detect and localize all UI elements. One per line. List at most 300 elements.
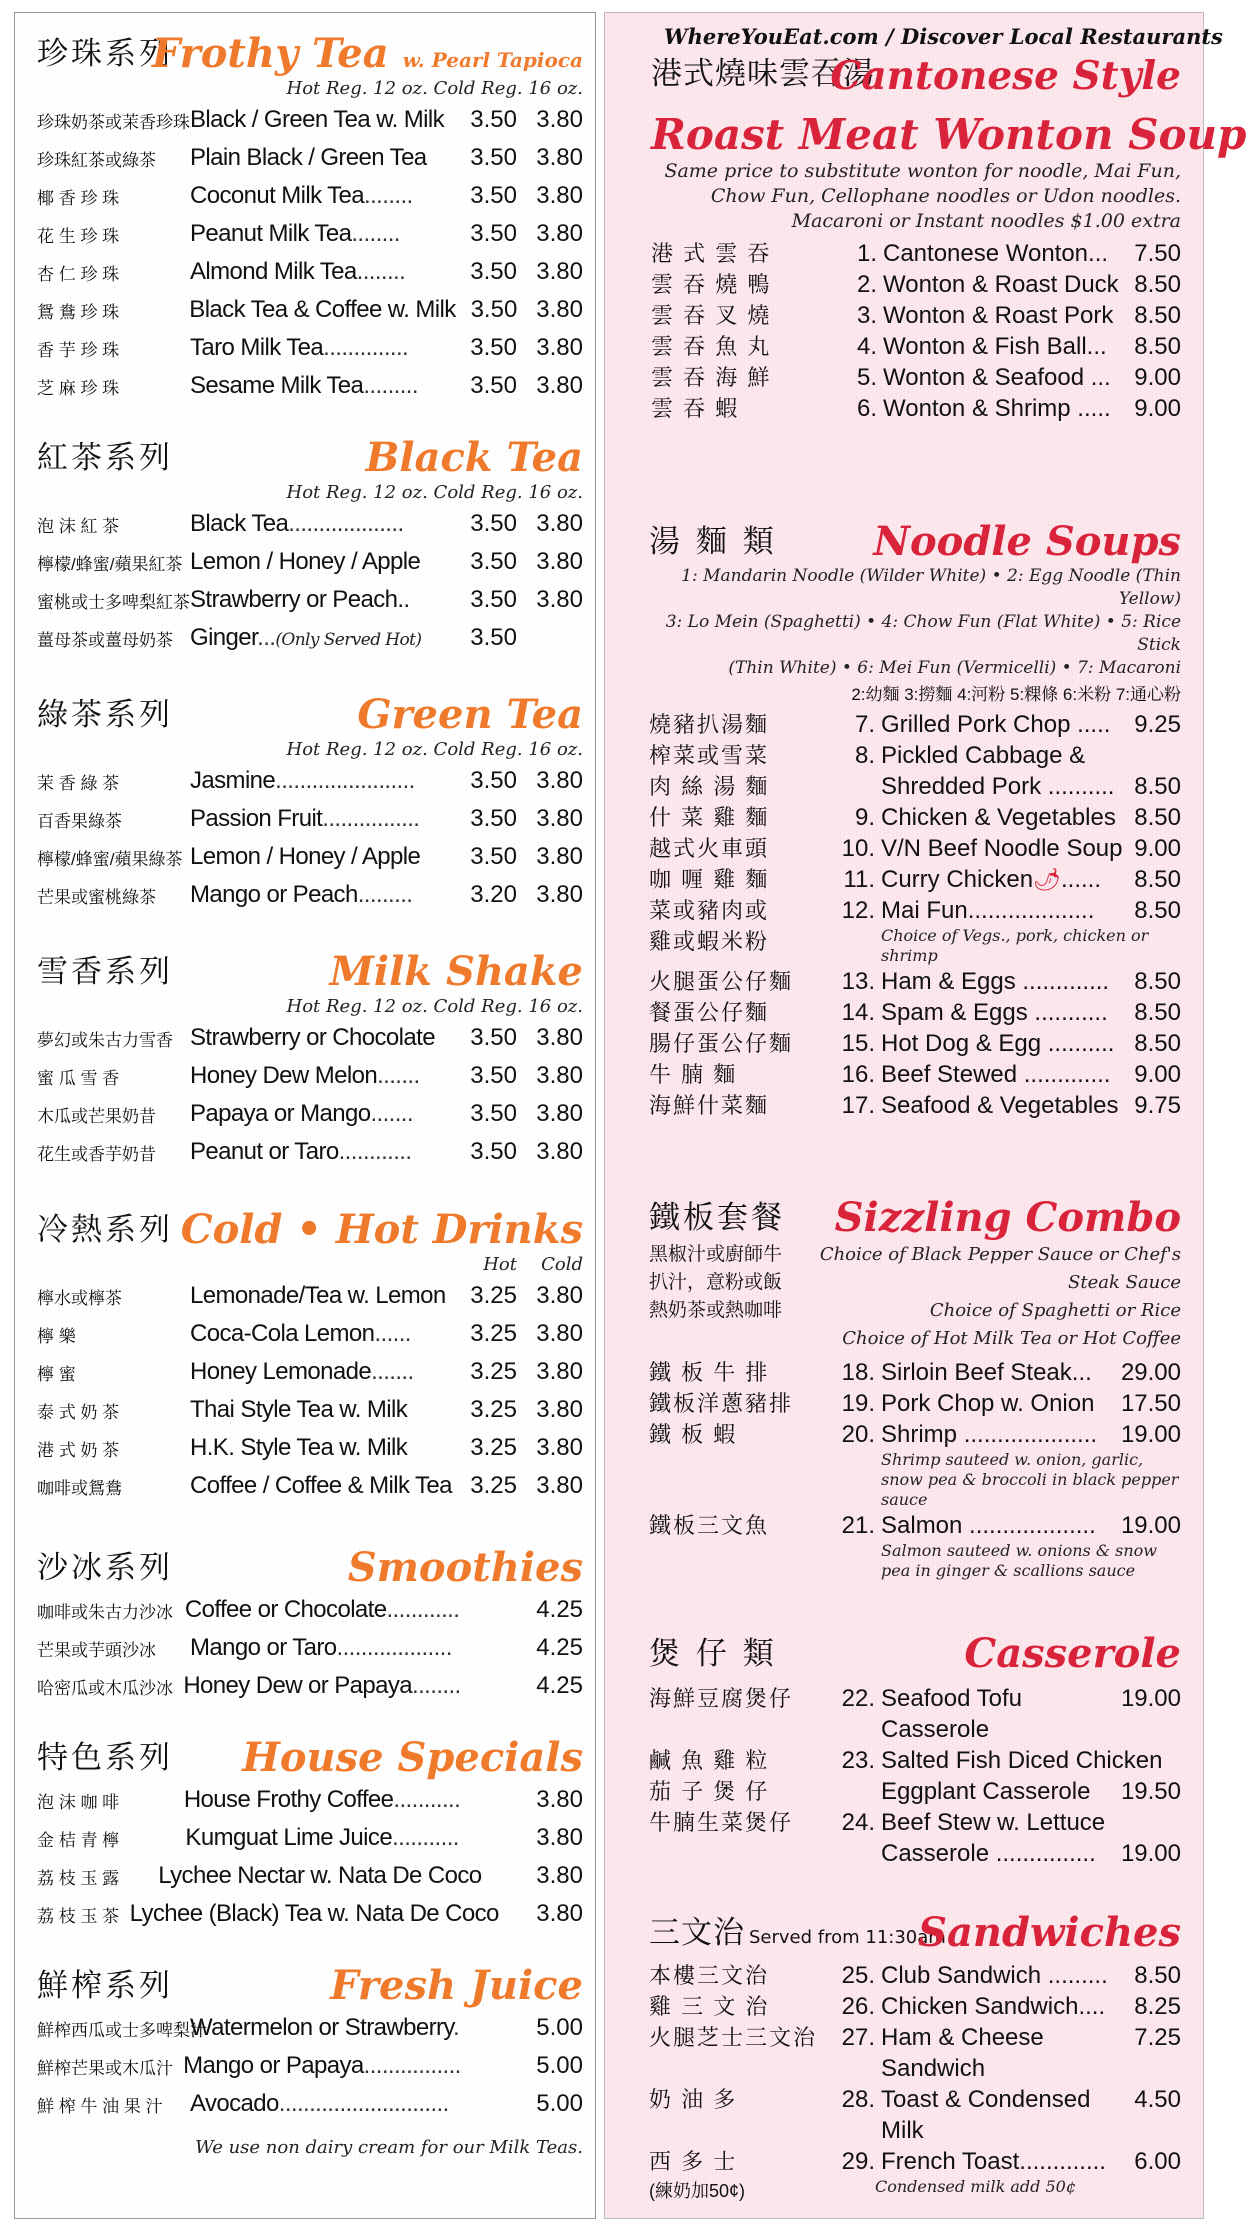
- item-name-text: Lemon / Honey / Apple: [190, 548, 421, 575]
- section-cn-title: 湯 麵 類: [649, 524, 777, 560]
- item-chinese-name: [649, 1683, 839, 1745]
- item-name: Ham & Eggs .............: [881, 968, 1110, 995]
- item-chinese-line: 鐵 板 蝦: [649, 1422, 738, 1447]
- item-price-cold: 3.80: [536, 1900, 583, 1927]
- item-chinese-name: [649, 1028, 839, 1059]
- menu-item: [649, 1090, 1181, 1121]
- item-price-cold: 3.80: [536, 1138, 583, 1165]
- item-price-hot: 3.50: [470, 372, 517, 399]
- item-name-text: Black Tea: [190, 510, 289, 537]
- section-cn-title: 沙冰系列: [37, 1550, 173, 1586]
- item-name-text: Taro Milk Tea: [190, 334, 324, 361]
- item-price-hot: 3.25: [470, 1320, 517, 1347]
- item-list: [37, 1781, 583, 1933]
- item-line: [881, 1960, 1181, 1991]
- item-price-cold: 3.80: [536, 1824, 583, 1851]
- section-en-title: Casserole: [964, 1630, 1181, 1677]
- item-number: 14.: [841, 999, 875, 1026]
- item-leader-dots: .......: [377, 1062, 420, 1089]
- item-price: 8.50: [1134, 866, 1181, 893]
- item-chinese-name: 咖啡或朱古力沙冰: [37, 1602, 173, 1622]
- noodle-legend: 1: Mandarin Noodle (Wilder White) • 2: Egg Noodle (Thin Yellow) 3: Lo Mein (Spaghetti) • 4: Chow Fun (Flat White) • 5: Rice Stick (Thin White) • 6: Mei Fun (Vermicelli) • 7: Macaroni: [665, 566, 1181, 678]
- item-leader-dots: ............................: [278, 2090, 449, 2117]
- item-price-hot: 3.50: [470, 258, 517, 285]
- item-price-cold: 5.00: [536, 2052, 583, 2079]
- item-number: 17.: [841, 1092, 875, 1119]
- item-chinese-name: [649, 2022, 839, 2084]
- item-price: 7.25: [1134, 2024, 1181, 2051]
- item-chinese-name: [649, 2146, 839, 2177]
- item-price-hot: 3.25: [470, 1396, 517, 1423]
- item-line: [881, 895, 1181, 926]
- menu-item: [37, 543, 583, 581]
- item-name: [183, 1672, 460, 1700]
- item-name: [190, 1138, 455, 1166]
- item-price: 9.00: [1134, 835, 1181, 862]
- item-price-cold: 5.00: [536, 2090, 583, 2117]
- item-name: Grilled Pork Chop .....: [881, 711, 1111, 738]
- item-price-cold: 3.80: [536, 144, 583, 171]
- item-price: 19.50: [1120, 1778, 1181, 1805]
- item-leader-dots: ................: [322, 805, 420, 832]
- item-name: Seafood Tofu Casserole: [881, 1685, 1023, 1743]
- item-name: [190, 1358, 455, 1386]
- section-en-title: Black Tea: [365, 434, 583, 481]
- item-chinese-name: 茉 香 綠 茶: [37, 773, 120, 793]
- item-price: 8.50: [1134, 804, 1181, 831]
- item-price: 8.50: [1134, 968, 1181, 995]
- item-chinese-name: 檸檬/蜂蜜/蘋果綠茶: [37, 849, 183, 869]
- menu-item: [649, 966, 1181, 997]
- menu-item: [651, 269, 1181, 300]
- item-name: [190, 1434, 455, 1462]
- item-chinese-line: 什 菜 雞 麵: [649, 805, 770, 830]
- item-price-cold: 3.80: [536, 1786, 583, 1813]
- item-number: 18.: [841, 1359, 875, 1386]
- item-name-text: Almond Milk Tea: [190, 258, 357, 285]
- item-name-text: Coffee / Coffee & Milk Tea: [190, 1472, 452, 1499]
- item-list: [37, 1277, 583, 1505]
- item-leader-dots: ........: [412, 1672, 461, 1699]
- item-price-cold: 3.80: [536, 1024, 583, 1051]
- item-chinese-line: 海鮮什菜麵: [649, 1093, 770, 1118]
- item-body: [881, 997, 1181, 1028]
- item-chinese-line: 鹹 魚 雞 粒: [649, 1748, 770, 1773]
- menu-item: [37, 876, 583, 914]
- menu-item: [37, 367, 583, 405]
- item-body: [881, 1059, 1181, 1090]
- item-price-hot: 3.50: [470, 144, 517, 171]
- item-price-cold: 3.80: [536, 767, 583, 794]
- item-leader-dots: ..............: [323, 334, 409, 361]
- menu-item: [37, 1133, 583, 1171]
- section-cn-title: 鐵板套餐: [649, 1200, 785, 1236]
- spicy-icon: 🌶: [1033, 867, 1061, 892]
- item-name: Mai Fun...................: [881, 897, 1095, 924]
- item-name: [185, 1596, 459, 1624]
- item-line: [883, 238, 1181, 269]
- item-chinese-line: 燒豬扒湯麵: [649, 712, 770, 737]
- item-leader-dots: ............: [338, 1138, 412, 1165]
- menu-item: [649, 740, 1181, 802]
- item-line: [881, 1745, 1181, 1776]
- milk-shake-section: [15, 947, 595, 1171]
- item-name-text: Lychee (Black) Tea w. Nata De Coco: [129, 1900, 499, 1927]
- item-name: [190, 1634, 455, 1662]
- item-name: [190, 334, 455, 362]
- milk-tea-note: We use non dairy cream for our Milk Teas.: [195, 2137, 583, 2158]
- house-specials-section: [15, 1733, 595, 1933]
- item-price: 9.25: [1134, 711, 1181, 738]
- item-price-hot: 3.50: [470, 624, 517, 651]
- item-price: 7.50: [1134, 240, 1181, 267]
- item-line: [881, 1357, 1181, 1388]
- item-chinese-name: 杏 仁 珍 珠: [37, 264, 120, 284]
- combo-options: 黑椒汁或廚師牛 扒汁，意粉或飯 熱奶茶或熱咖啡 Choice of Black Pepper Sauce or Chef's Steak Sauce Choice of Spaghetti or Rice Choice of Hot Milk Tea or Hot Coffee: [649, 1244, 1181, 1349]
- section-en-title: Frothy Tea w. Pearl Tapioca: [151, 30, 583, 77]
- item-chinese-name: 夢幻或朱古力雪香: [37, 1030, 173, 1050]
- item-line: [881, 1059, 1181, 1090]
- item-leader-dots: ...................: [336, 1634, 452, 1661]
- item-body: [881, 1510, 1181, 1581]
- item-chinese-name: 金 桔 青 檸: [37, 1830, 120, 1850]
- item-chinese-name: [651, 238, 841, 269]
- item-price-cold: 3.80: [536, 881, 583, 908]
- section-en-subtitle: Roast Meat Wonton Soup: [651, 110, 1246, 159]
- item-chinese-name: 咖啡或鴛鴦: [37, 1478, 122, 1498]
- item-price-hot: 3.50: [470, 548, 517, 575]
- item-name: [190, 767, 455, 795]
- item-leader-dots: ........: [351, 220, 400, 247]
- item-body: [881, 2022, 1181, 2084]
- item-name: [183, 2052, 461, 2080]
- item-body: [883, 269, 1181, 300]
- menu-item: [649, 1357, 1181, 1388]
- item-name: Wonton & Roast Pork: [883, 302, 1114, 329]
- item-price: 9.00: [1134, 395, 1181, 422]
- item-chinese-name: [651, 393, 841, 424]
- item-name: [189, 296, 455, 324]
- item-number: 11.: [843, 866, 875, 893]
- item-body: [881, 1991, 1181, 2022]
- item-chinese-name: 鮮 榨 牛 油 果 汁: [37, 2096, 163, 2116]
- section-cn-title: 紅茶系列: [37, 440, 173, 476]
- item-chinese-line: 雲 吞 叉 燒: [651, 303, 772, 328]
- item-name: [190, 2014, 459, 2042]
- section-en-title: Cantonese Style: [830, 53, 1181, 99]
- item-name: [190, 372, 455, 400]
- item-chinese-line: 肉 絲 湯 麵: [649, 774, 770, 799]
- item-chinese-name: [649, 966, 839, 997]
- menu-item: [37, 1667, 583, 1705]
- menu-item: [37, 838, 583, 876]
- item-price-hot: 3.50: [470, 767, 517, 794]
- item-name: Wonton & Seafood ...: [883, 364, 1111, 391]
- section-en-title: Sandwiches: [918, 1909, 1181, 1956]
- section-en-title: House Specials: [242, 1734, 583, 1781]
- item-body: [881, 2084, 1181, 2146]
- item-price-cold: 3.80: [536, 1062, 583, 1089]
- item-line: [881, 966, 1181, 997]
- menu-item: [37, 1391, 583, 1429]
- item-price-cold: 3.80: [536, 1320, 583, 1347]
- item-leader-dots: ......: [1060, 866, 1101, 893]
- item-line: [883, 362, 1181, 393]
- item-body: [881, 1419, 1181, 1510]
- item-chinese-name: 鮮榨西瓜或士多啤梨汁: [37, 2020, 207, 2040]
- item-body: [881, 1807, 1181, 1869]
- item-price-cold: 4.25: [536, 1596, 584, 1623]
- item-number: 13.: [841, 968, 875, 995]
- item-chinese-line: 腸仔蛋公仔麵: [649, 1031, 794, 1056]
- item-chinese-name: [649, 1510, 839, 1581]
- item-body: [881, 1683, 1181, 1745]
- item-chinese-line: 茄 子 煲 仔: [649, 1779, 770, 1804]
- frothy-tea-section: [15, 29, 595, 405]
- item-chinese-name: 百香果綠茶: [37, 811, 122, 831]
- item-name: [190, 805, 455, 833]
- item-number: 6.: [856, 395, 877, 422]
- item-name-text: Coca-Cola Lemon: [190, 1320, 375, 1347]
- item-name: Chicken & Vegetables: [881, 804, 1116, 831]
- item-price: 29.00: [1120, 1359, 1181, 1386]
- menu-item: [37, 1819, 583, 1857]
- item-chinese-name: 花 生 珍 珠: [37, 226, 120, 246]
- menu-item: [37, 2085, 583, 2123]
- item-body: [881, 740, 1181, 802]
- item-list: [649, 1960, 1181, 2177]
- menu-item: [649, 1683, 1181, 1745]
- item-line: [881, 2146, 1181, 2177]
- item-line: [881, 864, 1181, 895]
- item-leader-dots: .........: [363, 372, 418, 399]
- item-chinese-name: [651, 269, 841, 300]
- item-chinese-name: 珍珠奶茶或茉香珍珠: [37, 112, 190, 132]
- section-en-title: Cold • Hot Drinks: [180, 1206, 583, 1253]
- item-leader-dots: .: [453, 2014, 460, 2041]
- item-number: 20.: [841, 1421, 875, 1448]
- item-price-hot: 3.50: [470, 843, 517, 870]
- item-line: [881, 2084, 1181, 2146]
- item-price: 8.50: [1134, 333, 1181, 360]
- item-name-text: Coffee or Chocolate: [184, 1596, 387, 1623]
- menu-item: [649, 1960, 1181, 1991]
- item-number: 29.: [841, 2148, 875, 2175]
- item-number: 5.: [856, 364, 877, 391]
- item-chinese-name: 椰 香 珍 珠: [37, 188, 120, 208]
- item-name: [190, 1024, 455, 1052]
- section-en-title: Milk Shake: [329, 948, 583, 995]
- item-name: Spam & Eggs ...........: [881, 999, 1108, 1026]
- item-name-text: House Frothy Coffee: [183, 1786, 394, 1813]
- item-name: French Toast.............: [881, 2148, 1106, 2175]
- item-name: [190, 220, 455, 248]
- item-body: [881, 1960, 1181, 1991]
- menu-item: [649, 1510, 1181, 1581]
- cold-hot-drinks-section: [15, 1205, 595, 1505]
- item-name-text: Mango or Peach: [190, 881, 358, 908]
- menu-item: [37, 1353, 583, 1391]
- menu-item: [649, 2084, 1181, 2146]
- item-price-cold: 3.80: [536, 1862, 583, 1889]
- item-note: (Only Served Hot): [275, 630, 422, 650]
- item-name: [190, 144, 455, 172]
- item-number: 27.: [841, 2024, 875, 2051]
- item-price-cold: 3.80: [536, 106, 583, 133]
- item-body: [883, 300, 1181, 331]
- item-number: 4.: [856, 333, 877, 360]
- menu-item: [37, 1095, 583, 1133]
- item-leader-dots: .........: [357, 881, 413, 908]
- item-leader-dots: ...........: [393, 1786, 461, 1813]
- item-number: 23.: [841, 1747, 875, 1774]
- menu-item: [651, 393, 1181, 424]
- item-name-text: Black / Green Tea w. Milk: [190, 106, 444, 133]
- item-name: [190, 1472, 455, 1500]
- item-name: [190, 1396, 455, 1424]
- green-tea-section: [15, 690, 595, 914]
- item-name: [190, 258, 455, 286]
- item-chinese-name: 花生或香芋奶昔: [37, 1144, 156, 1164]
- item-body: [881, 895, 1181, 966]
- menu-item: [37, 1429, 583, 1467]
- item-price-cold: 3.80: [536, 843, 583, 870]
- item-chinese-name: 香 芋 珍 珠: [37, 340, 120, 360]
- item-note: Shrimp sauteed w. onion, garlic, snow pea & broccoli in black pepper sauce: [881, 1450, 1179, 1509]
- item-price: 8.25: [1134, 1993, 1181, 2020]
- menu-item: [37, 1057, 583, 1095]
- menu-item: [37, 762, 583, 800]
- item-number: 3.: [856, 302, 877, 329]
- item-chinese-name: 檸 樂: [37, 1326, 76, 1346]
- item-name: Wonton & Roast Duck: [883, 271, 1119, 298]
- item-number: 1.: [856, 240, 877, 267]
- item-number: 9.: [854, 804, 875, 831]
- item-price-hot: 3.50: [470, 334, 517, 361]
- item-name-text: Honey Lemonade: [190, 1358, 372, 1385]
- wonton-description: Same price to substitute wonton for noodle, Mai Fun, Chow Fun, Cellophane noodles or Udon noodles. Macaroni or Instant noodles $1.00 extra: [664, 160, 1181, 232]
- item-price-hot: 3.50: [470, 1062, 517, 1089]
- item-chinese-line: 牛腩生菜煲仔: [649, 1810, 794, 1835]
- item-price-hot: 3.50: [470, 296, 518, 323]
- item-line: [881, 709, 1181, 740]
- item-list: [649, 709, 1181, 1121]
- item-price: 6.00: [1134, 2148, 1181, 2175]
- item-chinese-line: 越式火車頭: [649, 836, 770, 861]
- item-number: 15.: [841, 1030, 875, 1057]
- item-chinese-line: 鐵板洋蔥豬排: [649, 1391, 794, 1416]
- item-note: Salmon sauteed w. onions & snow pea in ginger & scallions sauce: [881, 1541, 1157, 1580]
- item-line: [881, 1388, 1181, 1419]
- item-line: [883, 300, 1181, 331]
- item-price: 19.00: [1120, 1840, 1181, 1867]
- size-note: Hot Reg. 12 oz. Cold Reg. 16 oz.: [286, 482, 583, 503]
- item-price-cold: 3.80: [536, 220, 583, 247]
- section-cn-title: 冷熱系列: [37, 1212, 173, 1248]
- item-chinese-line: 餐蛋公仔麵: [649, 1000, 770, 1025]
- item-chinese-name: 芒果或蜜桃綠茶: [37, 887, 156, 907]
- item-chinese-line: 雲 吞 燒 鴨: [651, 272, 772, 297]
- item-line: [881, 771, 1181, 802]
- item-name: Beef Stew w. Lettuce: [881, 1809, 1106, 1836]
- item-price: 8.50: [1134, 897, 1181, 924]
- item-chinese-name: 蜜桃或士多啤梨紅茶: [37, 592, 190, 612]
- item-name: Ham & Cheese Sandwich: [881, 2024, 1044, 2082]
- item-leader-dots: ........: [364, 182, 413, 209]
- sizzling-combo-section: [605, 1193, 1203, 1581]
- item-price: 8.50: [1134, 1030, 1181, 1057]
- item-chinese-name: [649, 833, 839, 864]
- item-price: 8.50: [1134, 1962, 1181, 1989]
- size-note: Hot Reg. 12 oz. Cold Reg. 16 oz.: [286, 78, 583, 99]
- item-name: Beef Stewed .............: [881, 1061, 1111, 1088]
- item-price-cold: 3.80: [536, 258, 583, 285]
- item-chinese-name: 泡 沫 咖 啡: [37, 1792, 120, 1812]
- item-price-hot: 3.25: [470, 1358, 517, 1385]
- item-price-hot: 3.50: [470, 220, 517, 247]
- item-line: [881, 833, 1181, 864]
- item-name-text: Strawberry or Chocolate: [190, 1024, 435, 1051]
- item-chinese-name: [649, 1745, 839, 1807]
- item-chinese-name: [649, 740, 839, 802]
- item-name-line2: Eggplant Casserole: [881, 1778, 1091, 1805]
- item-body: [883, 362, 1181, 393]
- item-list: [37, 505, 583, 657]
- item-number: 2.: [856, 271, 877, 298]
- size-note: Hot Reg. 12 oz. Cold Reg. 16 oz.: [286, 739, 583, 760]
- item-chinese-name: 芒果或芋頭沙冰: [37, 1640, 156, 1660]
- item-leader-dots: .......: [370, 1100, 413, 1127]
- section-en-title: Fresh Juice: [330, 1962, 583, 2009]
- item-body: [881, 802, 1181, 833]
- item-name-text: Jasmine: [190, 767, 276, 794]
- item-price-cold: 3.80: [536, 1358, 583, 1385]
- item-name: Curry Chicken: [881, 866, 1034, 893]
- item-line: [883, 393, 1181, 424]
- item-chinese-line: 奶 油 多: [649, 2087, 738, 2112]
- menu-item: [649, 895, 1181, 966]
- item-leader-dots: .......................: [275, 767, 415, 794]
- menu-item: [37, 215, 583, 253]
- item-body: [883, 238, 1181, 269]
- item-price-hot: 3.50: [470, 805, 517, 832]
- item-body: [881, 966, 1181, 997]
- item-number: 21.: [841, 1512, 875, 1539]
- item-price-cold: 3.80: [536, 510, 583, 537]
- item-body: [881, 2146, 1181, 2177]
- menu-item: [37, 800, 583, 838]
- item-chinese-name: 芝 麻 珍 珠: [37, 378, 120, 398]
- hot-cold-header: Hot Cold: [483, 1254, 583, 1275]
- site-watermark: WhereYouEat.com / Discover Local Restaurants: [664, 24, 1223, 49]
- item-price-cold: 3.80: [536, 1434, 583, 1461]
- noodle-legend-cn: 2:幼麵 3:撈麵 4:河粉 5:粿條 6:米粉 7:通心粉: [851, 685, 1181, 704]
- item-name-text: Honey Dew Melon: [190, 1062, 378, 1089]
- item-price: 9.75: [1134, 1092, 1181, 1119]
- item-price-cold: 3.80: [536, 182, 583, 209]
- item-body: [881, 709, 1181, 740]
- item-line: [881, 802, 1181, 833]
- item-leader-dots: .......: [371, 1358, 414, 1385]
- item-chinese-name: [649, 709, 839, 740]
- item-name: Shrimp ....................: [881, 1421, 1098, 1448]
- item-price-hot: 3.50: [470, 1138, 517, 1165]
- item-chinese-name: 鮮榨芒果或木瓜汁: [37, 2058, 173, 2078]
- item-name-text: Passion Fruit: [190, 805, 323, 832]
- menu-item: [651, 362, 1181, 393]
- item-name-text: Kumguat Lime Juice: [185, 1824, 393, 1851]
- item-number: 25.: [841, 1962, 875, 1989]
